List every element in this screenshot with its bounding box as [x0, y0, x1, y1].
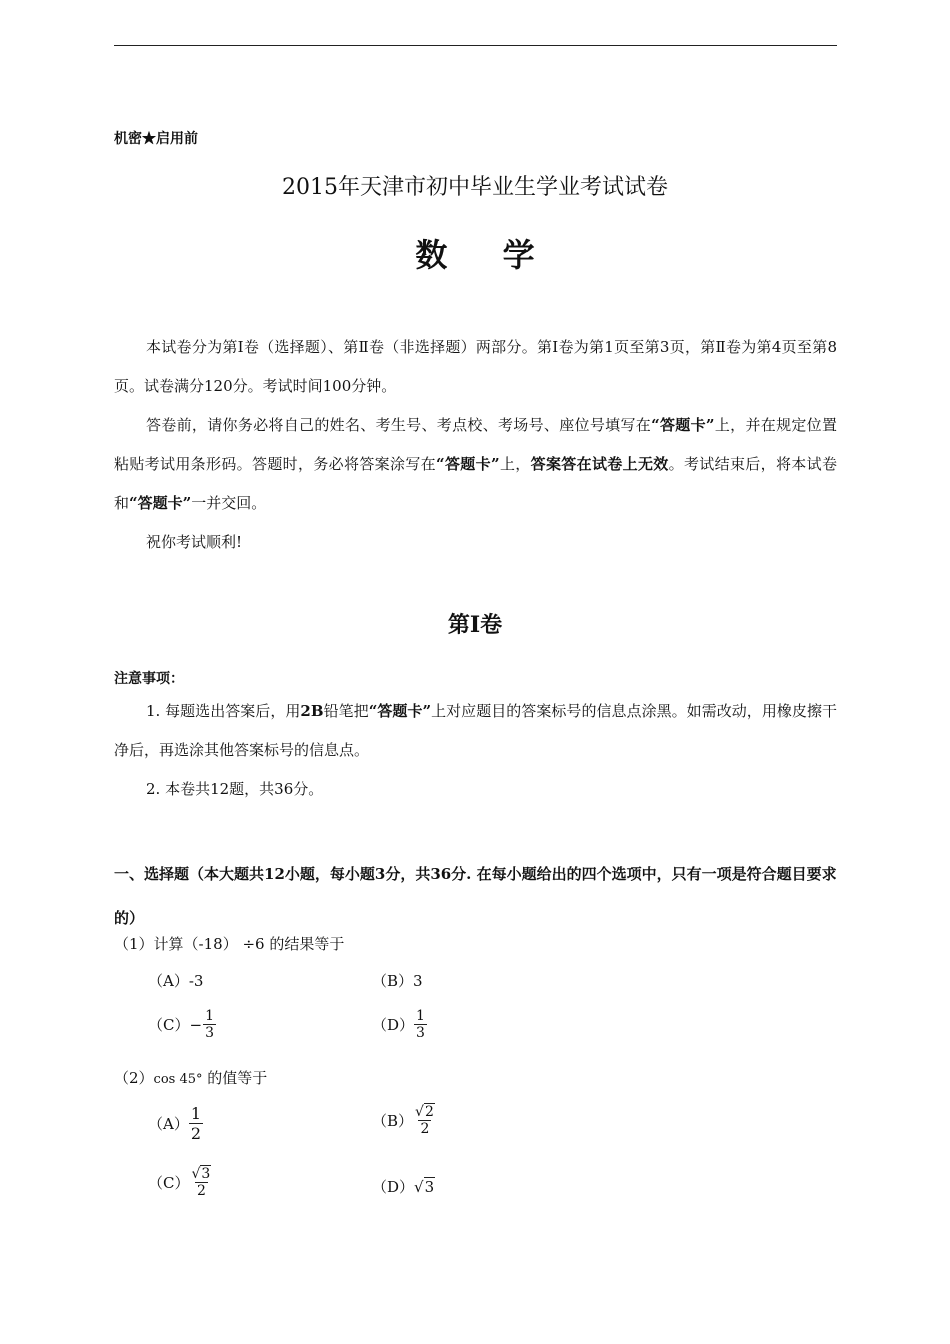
fraction	[413, 1104, 437, 1137]
denominator: 3	[205, 1025, 214, 1041]
denominator: 2	[196, 1183, 206, 1199]
question-text: 的值等于	[202, 1069, 268, 1087]
radicand: 2	[424, 1104, 434, 1120]
q1-option-a	[148, 970, 203, 991]
option-label: （B）	[372, 972, 414, 990]
note-text: 1. 每题选出答案后，用	[146, 702, 301, 720]
fraction	[203, 1008, 216, 1041]
q2-option-c	[148, 1166, 213, 1199]
denominator: 3	[416, 1025, 425, 1041]
good-luck-text: 祝你考试顺利!	[146, 533, 243, 551]
option-label: （B）	[372, 1112, 414, 1130]
option-label: （D）	[372, 1178, 415, 1196]
confidential-label: 机密★启用前	[114, 131, 198, 147]
answer-card-term: “答题卡”	[368, 702, 432, 720]
option-value: -3	[188, 972, 204, 990]
option-value: 3	[413, 972, 423, 990]
section-heading: 一、选择题（本大题共12小题，每小题3分，共36分. 在每小题给出的四个选项中，只有一项是符合题目要求的）	[114, 865, 837, 927]
subject-title: 数 学	[415, 236, 557, 274]
exam-title: 2015年天津市初中毕业生学业考试试卷	[282, 175, 668, 200]
invalid-warning: 答案答在试卷上无效	[530, 455, 669, 473]
intro-text: 上，并在规定位置粘贴考试用条形码。答题时，务必将答案涂写在	[114, 416, 837, 473]
answer-card-term: “答题卡”	[436, 455, 500, 473]
note-2: 2. 本卷共12题，共36分。	[146, 780, 324, 798]
note-1	[114, 692, 837, 770]
question-2-stem	[114, 1067, 267, 1088]
option-label: （A）	[148, 1115, 189, 1133]
question-number: （2）	[114, 1069, 154, 1087]
q1-option-d	[372, 1008, 427, 1041]
notes-title: 注意事项：	[114, 671, 184, 687]
q1-option-b	[372, 970, 423, 991]
answer-card-term: “答题卡”	[129, 494, 192, 512]
radicand: 3	[424, 1178, 435, 1196]
question-1-stem: （1）计算（-18） ÷6 的结果等于	[114, 935, 345, 953]
header-rule	[114, 45, 837, 46]
intro-text: 。考试结束后，将本试卷和	[114, 455, 837, 512]
intro-paragraph-1: 本试卷分为第Ⅰ卷（选择题）、第Ⅱ卷（非选择题）两部分。第Ⅰ卷为第1页至第3页，第Ⅱ卷为第4页至第8页。试卷满分120分。考试时间100分钟。	[114, 338, 837, 395]
option-label: （A）	[148, 972, 189, 990]
option-label: （D）	[372, 1016, 415, 1034]
pencil-type: 2B	[300, 702, 324, 720]
q2-option-b	[372, 1104, 437, 1137]
negative-sign: −	[189, 1015, 203, 1034]
fraction	[414, 1008, 427, 1041]
note-text: 上对应题目的答案标号的信息点涂黑。如需改动，用橡皮擦干净后，再选涂其他答案标号的信息点。	[114, 702, 837, 759]
option-label: （C）	[148, 1174, 190, 1192]
square-root: √3	[191, 1166, 211, 1182]
intro-paragraph-2	[114, 406, 837, 523]
fraction	[189, 1104, 203, 1143]
cos-expression: cos 45°	[153, 1072, 203, 1087]
intro-text: 答卷前，请你务必将自己的姓名、考生号、考点校、考场号、座位号填写在	[146, 416, 652, 434]
numerator: 1	[205, 1008, 214, 1024]
denominator: 2	[420, 1121, 430, 1137]
note-text: 铅笔把	[323, 702, 369, 720]
intro-text: 上，	[499, 455, 531, 473]
intro-text: 一并交回。	[191, 494, 267, 512]
denominator: 2	[190, 1124, 202, 1143]
q2-option-d	[372, 1176, 435, 1197]
fraction	[189, 1166, 213, 1199]
radicand: 3	[201, 1166, 211, 1182]
square-root: √2	[415, 1104, 434, 1120]
square-root: √3	[414, 1178, 435, 1196]
volume-title: 第Ⅰ卷	[447, 612, 503, 638]
numerator: 1	[416, 1008, 425, 1024]
numerator: 1	[190, 1104, 202, 1123]
q2-option-a	[148, 1104, 203, 1143]
option-label: （C）	[148, 1016, 190, 1034]
q1-option-c	[148, 1008, 216, 1041]
answer-card-term: “答题卡”	[651, 416, 715, 434]
